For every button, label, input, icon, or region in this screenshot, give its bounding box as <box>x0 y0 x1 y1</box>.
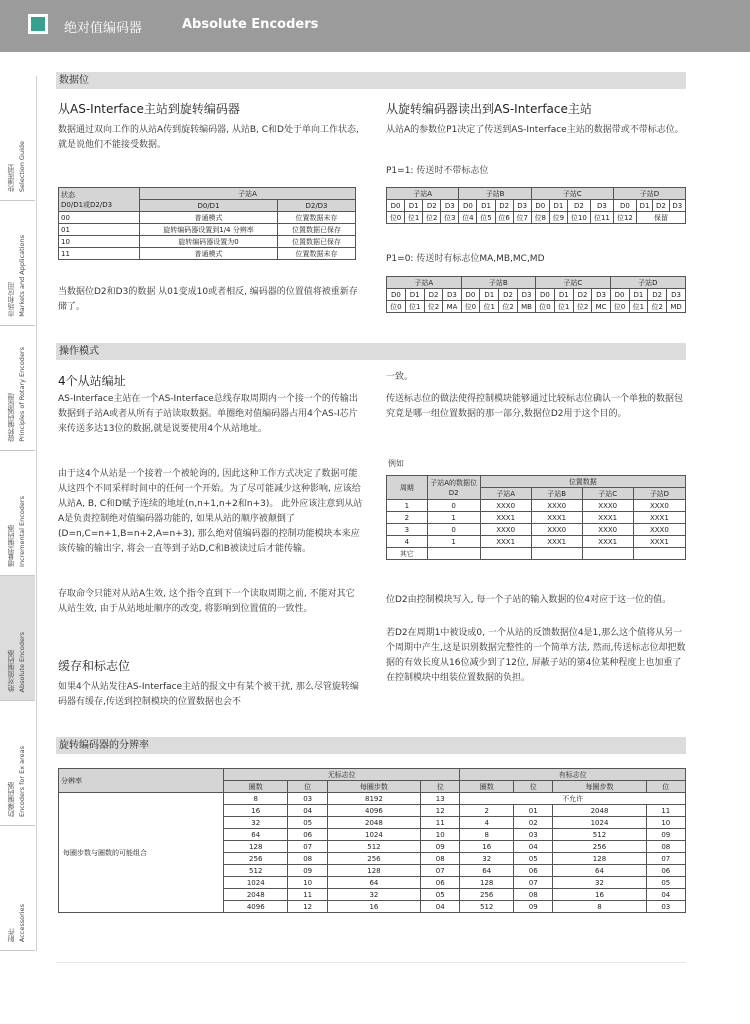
dbit-cell: D0 <box>461 289 480 301</box>
table-cell: 4 <box>387 536 428 548</box>
table-cell: 05 <box>288 817 327 829</box>
sidebar-item-4[interactable] <box>0 576 35 701</box>
op-title: 4个从站编址 <box>58 374 126 388</box>
section-header-resolution: 旋转编码器的分辨率 <box>56 737 686 754</box>
header-bar <box>0 0 750 52</box>
res-col-flag: 有标志位 <box>460 769 686 781</box>
table-row <box>59 793 686 805</box>
sidebar-item-label-cn: 旋转编码器原理 <box>7 393 15 442</box>
header-title-en: Absolute Encoders <box>182 17 319 32</box>
op-para-3: 存取命令只能对从站A生效, 这个指令直到下一个读取周期之前, 不能对其它从站生效, 由于从站地址顺序的改变, 将影响到位置值的一致性。 <box>58 589 355 614</box>
slave-header: 子站D <box>613 188 685 200</box>
table-cell: 05 <box>646 877 685 889</box>
table-cell: XXX0 <box>531 500 582 512</box>
dbit-cell: D2 <box>653 200 669 212</box>
dbit-cell: D2 <box>499 289 518 301</box>
table-cell: 09 <box>288 865 327 877</box>
table-cell: 位置数据未存 <box>277 212 355 224</box>
table-cell: 1 <box>427 536 480 548</box>
table-cell: 旋转编码器设置到1/4 分辨率 <box>140 224 278 236</box>
table-cell: XXX1 <box>582 536 633 548</box>
table-cell: 128 <box>553 853 646 865</box>
table-cell: 普通模式 <box>140 212 278 224</box>
table-cell: 07 <box>514 877 553 889</box>
bit-value-cell: 位2 <box>499 301 518 313</box>
sidebar-item-label-cn: 增量型编码器 <box>7 525 15 567</box>
sidebar-item-5[interactable] <box>0 701 35 826</box>
table-cell: 512 <box>224 865 288 877</box>
table-cell: 11 <box>288 889 327 901</box>
dbit-cell: D1 <box>549 200 567 212</box>
bit-value-cell: 位0 <box>387 301 406 313</box>
table-cell: 10 <box>421 829 460 841</box>
table-cell: XXX0 <box>633 524 685 536</box>
header-title-cn: 绝对值编码器 <box>64 21 143 36</box>
table-row <box>387 536 686 548</box>
table-cell: 32 <box>460 853 514 865</box>
table-cell: 1 <box>427 512 480 524</box>
dbit-cell: D0 <box>610 289 629 301</box>
table-cell: 2 <box>460 805 514 817</box>
table-cell: 11 <box>421 817 460 829</box>
table-cell: 11 <box>646 805 685 817</box>
dbit-cell: D0 <box>613 200 636 212</box>
table-row <box>59 212 356 224</box>
op-right-para-2: 传送标志位的做法使得控制模块能够通过比较标志位确认一个单独的数据包究竟是哪一组位置数据的那一部分,数据位D2用于这个目的。 <box>386 394 684 419</box>
table-cell: 03 <box>646 901 685 913</box>
res-sub-header: 位 <box>646 781 685 793</box>
table-cell: 09 <box>646 829 685 841</box>
table-cell: 8 <box>460 829 514 841</box>
slave-header: 子站B <box>459 188 531 200</box>
table-cell: 64 <box>553 865 646 877</box>
table-cell: 位置数据已保存 <box>277 236 355 248</box>
sidebar-item-label-en: Absolute Encoders <box>18 631 26 692</box>
table-row <box>387 512 686 524</box>
sidebar-item-label-cn: 绝对值编码器 <box>7 650 15 692</box>
col-d01: D0/D1 <box>140 200 278 212</box>
dbit-cell: D1 <box>405 289 424 301</box>
table-cell: 旋转编码器设置为0 <box>140 236 278 248</box>
dbit-cell: D1 <box>405 200 423 212</box>
bit-value-cell: MD <box>667 301 686 313</box>
dbit-cell: D0 <box>531 200 549 212</box>
table-cell: 11 <box>59 248 140 260</box>
table-cell: XXX0 <box>480 524 531 536</box>
res-label-cell: 每圈步数与圈数的可能组合 <box>59 793 224 913</box>
slave-header: 子站B <box>461 277 536 289</box>
bit-value-cell: 位8 <box>531 212 549 224</box>
sidebar-item-label-en: Encoders for Ex areas <box>18 746 26 817</box>
example-label: 例如 <box>388 459 404 468</box>
res-sub-header: 每圈步数 <box>553 781 646 793</box>
slave-header: 子站A <box>387 277 462 289</box>
table-cell: 64 <box>327 877 420 889</box>
ex-sub-header: 子站B <box>531 488 582 500</box>
table-cell <box>582 548 633 560</box>
table-cell: 位置数据未存 <box>277 248 355 260</box>
bit-value-cell: MA <box>443 301 461 313</box>
table-cell <box>427 548 480 560</box>
bit-value-cell: 位3 <box>441 212 459 224</box>
bit-value-cell: 位0 <box>387 212 405 224</box>
slave-header: 子站C <box>536 277 611 289</box>
col-d23: D2/D3 <box>277 200 355 212</box>
left-note: 当数据位D2和D3的数据 从01变成10或者相反, 编码器的位置值将被重新存储了。 <box>58 287 358 312</box>
table-cell: 07 <box>646 853 685 865</box>
bit-value-cell: 位10 <box>567 212 590 224</box>
res-col-noflag: 无标志位 <box>224 769 460 781</box>
table-cell: XXX1 <box>480 536 531 548</box>
table-cell: 32 <box>553 877 646 889</box>
bit-value-cell: 位2 <box>573 301 592 313</box>
table-row <box>59 236 356 248</box>
table-cell: 32 <box>224 817 288 829</box>
table-cell: 8 <box>224 793 288 805</box>
dbit-cell: D3 <box>441 200 459 212</box>
table-cell: 3 <box>387 524 428 536</box>
dbit-cell: D0 <box>459 200 477 212</box>
table-cell: 4096 <box>224 901 288 913</box>
sidebar-item-2[interactable] <box>0 326 35 451</box>
op-right-para-3: 位D2由控制模块写入, 每一个子站的输入数据的位4对应于这一位的值。 <box>386 595 672 605</box>
buffer-title: 缓存和标志位 <box>58 659 131 673</box>
sidebar-item-label-en: Principles of Rotary Encoders <box>18 347 26 442</box>
table-cell: 08 <box>421 853 460 865</box>
table-cell: XXX1 <box>531 536 582 548</box>
sidebar-item-label-cn: 快速选型 <box>7 164 15 192</box>
table-cell: 64 <box>224 829 288 841</box>
table-cell: 128 <box>327 865 420 877</box>
p1-0-label: P1=0: 传送时有标志位MA,MB,MC,MD <box>386 254 545 264</box>
bit-value-cell: MC <box>592 301 610 313</box>
res-sub-header: 圈数 <box>460 781 514 793</box>
table-cell: 09 <box>514 901 553 913</box>
dbit-cell: D1 <box>480 289 499 301</box>
sidebar-item-3[interactable] <box>0 451 35 576</box>
table-cell <box>531 548 582 560</box>
table-cell: 16 <box>327 901 420 913</box>
res-sub-header: 每圈步数 <box>327 781 420 793</box>
table-cell: XXX0 <box>531 524 582 536</box>
bit-value-cell: 位0 <box>536 301 555 313</box>
dbit-cell: D3 <box>517 289 535 301</box>
table-cell: 02 <box>514 817 553 829</box>
table-cell: 512 <box>327 841 420 853</box>
table-cell: 256 <box>553 841 646 853</box>
res-sub-header: 位 <box>421 781 460 793</box>
sidebar-item-1[interactable] <box>0 201 35 326</box>
table-cell: 10 <box>646 817 685 829</box>
dbit-cell: D3 <box>669 200 685 212</box>
bit-value-cell: 位9 <box>549 212 567 224</box>
table-cell: 08 <box>646 841 685 853</box>
table-cell: 07 <box>421 865 460 877</box>
table-cell: 01 <box>514 805 553 817</box>
op-right-para-1: 一致。 <box>386 372 414 382</box>
bit-value-cell: 位0 <box>461 301 480 313</box>
table-cell: 13 <box>421 793 460 805</box>
bit-value-cell: 位1 <box>405 212 423 224</box>
resolution-table <box>58 768 686 913</box>
table-cell: 10 <box>288 877 327 889</box>
dbit-cell: D1 <box>554 289 573 301</box>
sidebar-item-label-cn: 附件 <box>7 928 15 942</box>
table-cell: 512 <box>553 829 646 841</box>
bit-value-cell: 位2 <box>423 212 441 224</box>
sidebar-item-label-en: Accessories <box>18 903 26 942</box>
dbit-cell: D2 <box>495 200 513 212</box>
sidebar-item-label-en: Markets and Applications <box>18 235 26 317</box>
bit-value-cell: 位0 <box>610 301 629 313</box>
sidebar-item-label-cn: 防爆编码器 <box>7 782 15 817</box>
slave-header: 子站D <box>610 277 685 289</box>
table-cell: 04 <box>646 889 685 901</box>
table-cell: 05 <box>514 853 553 865</box>
table-cell: 06 <box>421 877 460 889</box>
bit-value-cell: 位1 <box>554 301 573 313</box>
table-cell: 16 <box>224 805 288 817</box>
dbit-cell: D3 <box>590 200 613 212</box>
bit-value-cell: 位2 <box>424 301 443 313</box>
table-cell: 32 <box>327 889 420 901</box>
op-para-1: AS-Interface主站在一个AS-Interface总线存取周期内一个接一个的传输出数据到子站A或者从所有子站读取数据。单圈绝对值编码器占用4个AS-I芯片来传送多达13位的数据,就是说要使用4个从站地址。 <box>58 394 358 434</box>
res-col-resolution: 分辨率 <box>59 769 224 793</box>
sidebar-item-label-en: Selection Guide <box>18 140 26 192</box>
table-cell: 2048 <box>224 889 288 901</box>
table-cell: 2 <box>387 512 428 524</box>
dbit-cell: D1 <box>477 200 495 212</box>
bit-value-cell: 位12 <box>613 212 636 224</box>
bit-value-cell: 位6 <box>495 212 513 224</box>
res-sub-header: 位 <box>288 781 327 793</box>
table-cell: 10 <box>59 236 140 248</box>
table-cell: 4 <box>460 817 514 829</box>
table-cell: 8 <box>553 901 646 913</box>
table-row <box>387 524 686 536</box>
section-header-data-bits: 数据位 <box>56 72 686 89</box>
res-sub-header: 圈数 <box>224 781 288 793</box>
dbit-cell: D2 <box>648 289 667 301</box>
ex-col-d2: 子站A的数据位D2 <box>427 476 480 500</box>
ex-col-period: 周期 <box>387 476 428 500</box>
right-paragraph: 从站A的参数位P1决定了传送到AS-Interface主站的数据带或不带标志位。 <box>386 125 684 135</box>
table-cell: 04 <box>421 901 460 913</box>
bit-value-cell: 位1 <box>629 301 648 313</box>
table-cell: 12 <box>421 805 460 817</box>
brand-logo-icon <box>28 14 48 34</box>
table-cell: XXX0 <box>582 524 633 536</box>
bits-table-no-flag <box>386 187 686 224</box>
dbit-cell: D2 <box>423 200 441 212</box>
bit-value-cell: 位4 <box>459 212 477 224</box>
dbit-cell: D1 <box>629 289 648 301</box>
dbit-cell: D0 <box>387 200 405 212</box>
dbit-cell: D2 <box>573 289 592 301</box>
table-cell: 8192 <box>327 793 420 805</box>
table-cell: 00 <box>59 212 140 224</box>
example-table <box>386 475 686 560</box>
table-cell: 06 <box>646 865 685 877</box>
table-cell: XXX0 <box>633 500 685 512</box>
col-status: 状态 <box>61 190 75 199</box>
table-cell: 512 <box>460 901 514 913</box>
ex-sub-header: 子站A <box>480 488 531 500</box>
slave-header: 子站C <box>531 188 613 200</box>
dbit-cell: D3 <box>443 289 461 301</box>
table-cell: 05 <box>421 889 460 901</box>
bit-value-cell: 位5 <box>477 212 495 224</box>
dbit-cell: D2 <box>567 200 590 212</box>
table-cell: 01 <box>59 224 140 236</box>
bit-value-cell: 位1 <box>480 301 499 313</box>
table-cell: 04 <box>514 841 553 853</box>
table-cell: 04 <box>288 805 327 817</box>
table-cell: 256 <box>224 853 288 865</box>
table-cell: 12 <box>288 901 327 913</box>
table-cell: XXX1 <box>633 536 685 548</box>
table-row <box>59 248 356 260</box>
ex-col-pos: 位置数据 <box>480 476 685 488</box>
right-title: 从旋转编码器读出到AS-Interface主站 <box>386 102 592 116</box>
table-cell: 4096 <box>327 805 420 817</box>
table-cell: XXX1 <box>582 512 633 524</box>
sidebar-item-label-en: Incremental Encoders <box>18 496 26 567</box>
table-cell: 08 <box>514 889 553 901</box>
table-cell: 0 <box>427 524 480 536</box>
table-cell: 16 <box>460 841 514 853</box>
ex-sub-header: 子站D <box>633 488 685 500</box>
dbit-cell: D2 <box>424 289 443 301</box>
bits-table-flag <box>386 276 686 313</box>
bit-value-cell: 位7 <box>513 212 531 224</box>
bit-value-cell: 位1 <box>405 301 424 313</box>
table-cell: 03 <box>514 829 553 841</box>
table-cell: 1024 <box>553 817 646 829</box>
table-cell: 0 <box>427 500 480 512</box>
table-cell: 1024 <box>327 829 420 841</box>
dbit-cell: D1 <box>636 200 652 212</box>
table-cell: 2048 <box>327 817 420 829</box>
section-header-op-mode: 操作模式 <box>56 343 686 360</box>
sidebar-nav <box>0 76 37 951</box>
table-cell: XXX0 <box>582 500 633 512</box>
table-cell: 16 <box>553 889 646 901</box>
table-row <box>59 224 356 236</box>
table-cell: 1 <box>387 500 428 512</box>
bit-value-cell: 位2 <box>648 301 667 313</box>
sidebar-item-label-cn: 市场和应用 <box>7 282 15 317</box>
table-row <box>387 548 686 560</box>
left-paragraph: 数据通过双向工作的从站A传到旋转编码器, 从站B, C和D处于单向工作状态, 就是说他们不能接受数据。 <box>58 125 359 150</box>
op-para-4: 如果4个从站发往AS-Interface主站的报文中有某个被干扰, 那么尽管旋转编码器有缓存,传送到控制模块的位置数据也会不 <box>58 682 359 707</box>
sidebar-item-0[interactable] <box>0 76 35 201</box>
ex-sub-header: 子站C <box>582 488 633 500</box>
table-cell: 07 <box>288 841 327 853</box>
table-row <box>387 500 686 512</box>
col-d: D0/D1或D2/D3 <box>61 200 113 209</box>
dbit-cell: D3 <box>667 289 686 301</box>
table-cell: 128 <box>460 877 514 889</box>
col-slave-a: 子站A <box>140 188 356 200</box>
table-cell: 128 <box>224 841 288 853</box>
table-cell: 64 <box>460 865 514 877</box>
dbit-cell: D0 <box>536 289 555 301</box>
table-cell: 2048 <box>553 805 646 817</box>
table-cell: 256 <box>460 889 514 901</box>
table-cell: 06 <box>514 865 553 877</box>
footer-divider <box>56 962 686 963</box>
p1-1-label: P1=1: 传送时不带标志位 <box>386 166 489 176</box>
dbit-cell: D3 <box>592 289 610 301</box>
table-cell: XXX1 <box>531 512 582 524</box>
table-cell <box>633 548 685 560</box>
table-cell <box>480 548 531 560</box>
table-cell: 08 <box>288 853 327 865</box>
table-cell: 09 <box>421 841 460 853</box>
sidebar-item-6[interactable] <box>0 826 35 951</box>
dbit-cell: D3 <box>513 200 531 212</box>
table-cell: 位置数据已保存 <box>277 224 355 236</box>
bit-value-cell: 位11 <box>590 212 613 224</box>
not-allowed-cell: 不允许 <box>460 793 686 805</box>
left-title: 从AS-Interface主站到旋转编码器 <box>58 102 240 116</box>
table-cell: 其它 <box>387 548 428 560</box>
table-cell: 1024 <box>224 877 288 889</box>
bit-value-cell: 保留 <box>636 212 685 224</box>
res-sub-header: 位 <box>514 781 553 793</box>
table-cell: 03 <box>288 793 327 805</box>
control-table <box>58 187 356 260</box>
table-cell: XXX0 <box>480 500 531 512</box>
slave-header: 子站A <box>387 188 459 200</box>
dbit-cell: D0 <box>387 289 406 301</box>
table-cell: 06 <box>288 829 327 841</box>
bit-value-cell: MB <box>517 301 535 313</box>
op-right-para-4: 若D2在周期1中被设成0, 一个从站的反馈数据位4是1,那么这个值将从另一个周期中产生,这是识别数据完整性的一个简单方法, 然而,传送标志位却把数据的有效长度从16位减少到了12位, 屏蔽子站的第4位某种程度上也加重了在控制模块中组装位置数据的负担。 <box>386 628 686 683</box>
table-cell: XXX1 <box>633 512 685 524</box>
table-cell: 256 <box>327 853 420 865</box>
table-cell: XXX1 <box>480 512 531 524</box>
op-para-2: 由于这4个从站是一个接着一个被轮询的, 因此这种工作方式决定了数据可能从这四个不同采样时间中的任何一个开始。为了尽可能减少这种影响, 应该给从站A, B, C和D赋予连续的地址(n,n+1,n+2和n+3)。 此外应该注意到从站A是负责控制绝对值编码器功能的, 如果从站的顺序被颠倒了(D=n,C=n+1,B=n+2,A=n+3), 那么绝对值编码器的控制功能模块本来应该传输的输出字, 将会一直等到子站D,C和B被读过后才能传输。 <box>58 469 363 554</box>
table-cell: 普通模式 <box>140 248 278 260</box>
